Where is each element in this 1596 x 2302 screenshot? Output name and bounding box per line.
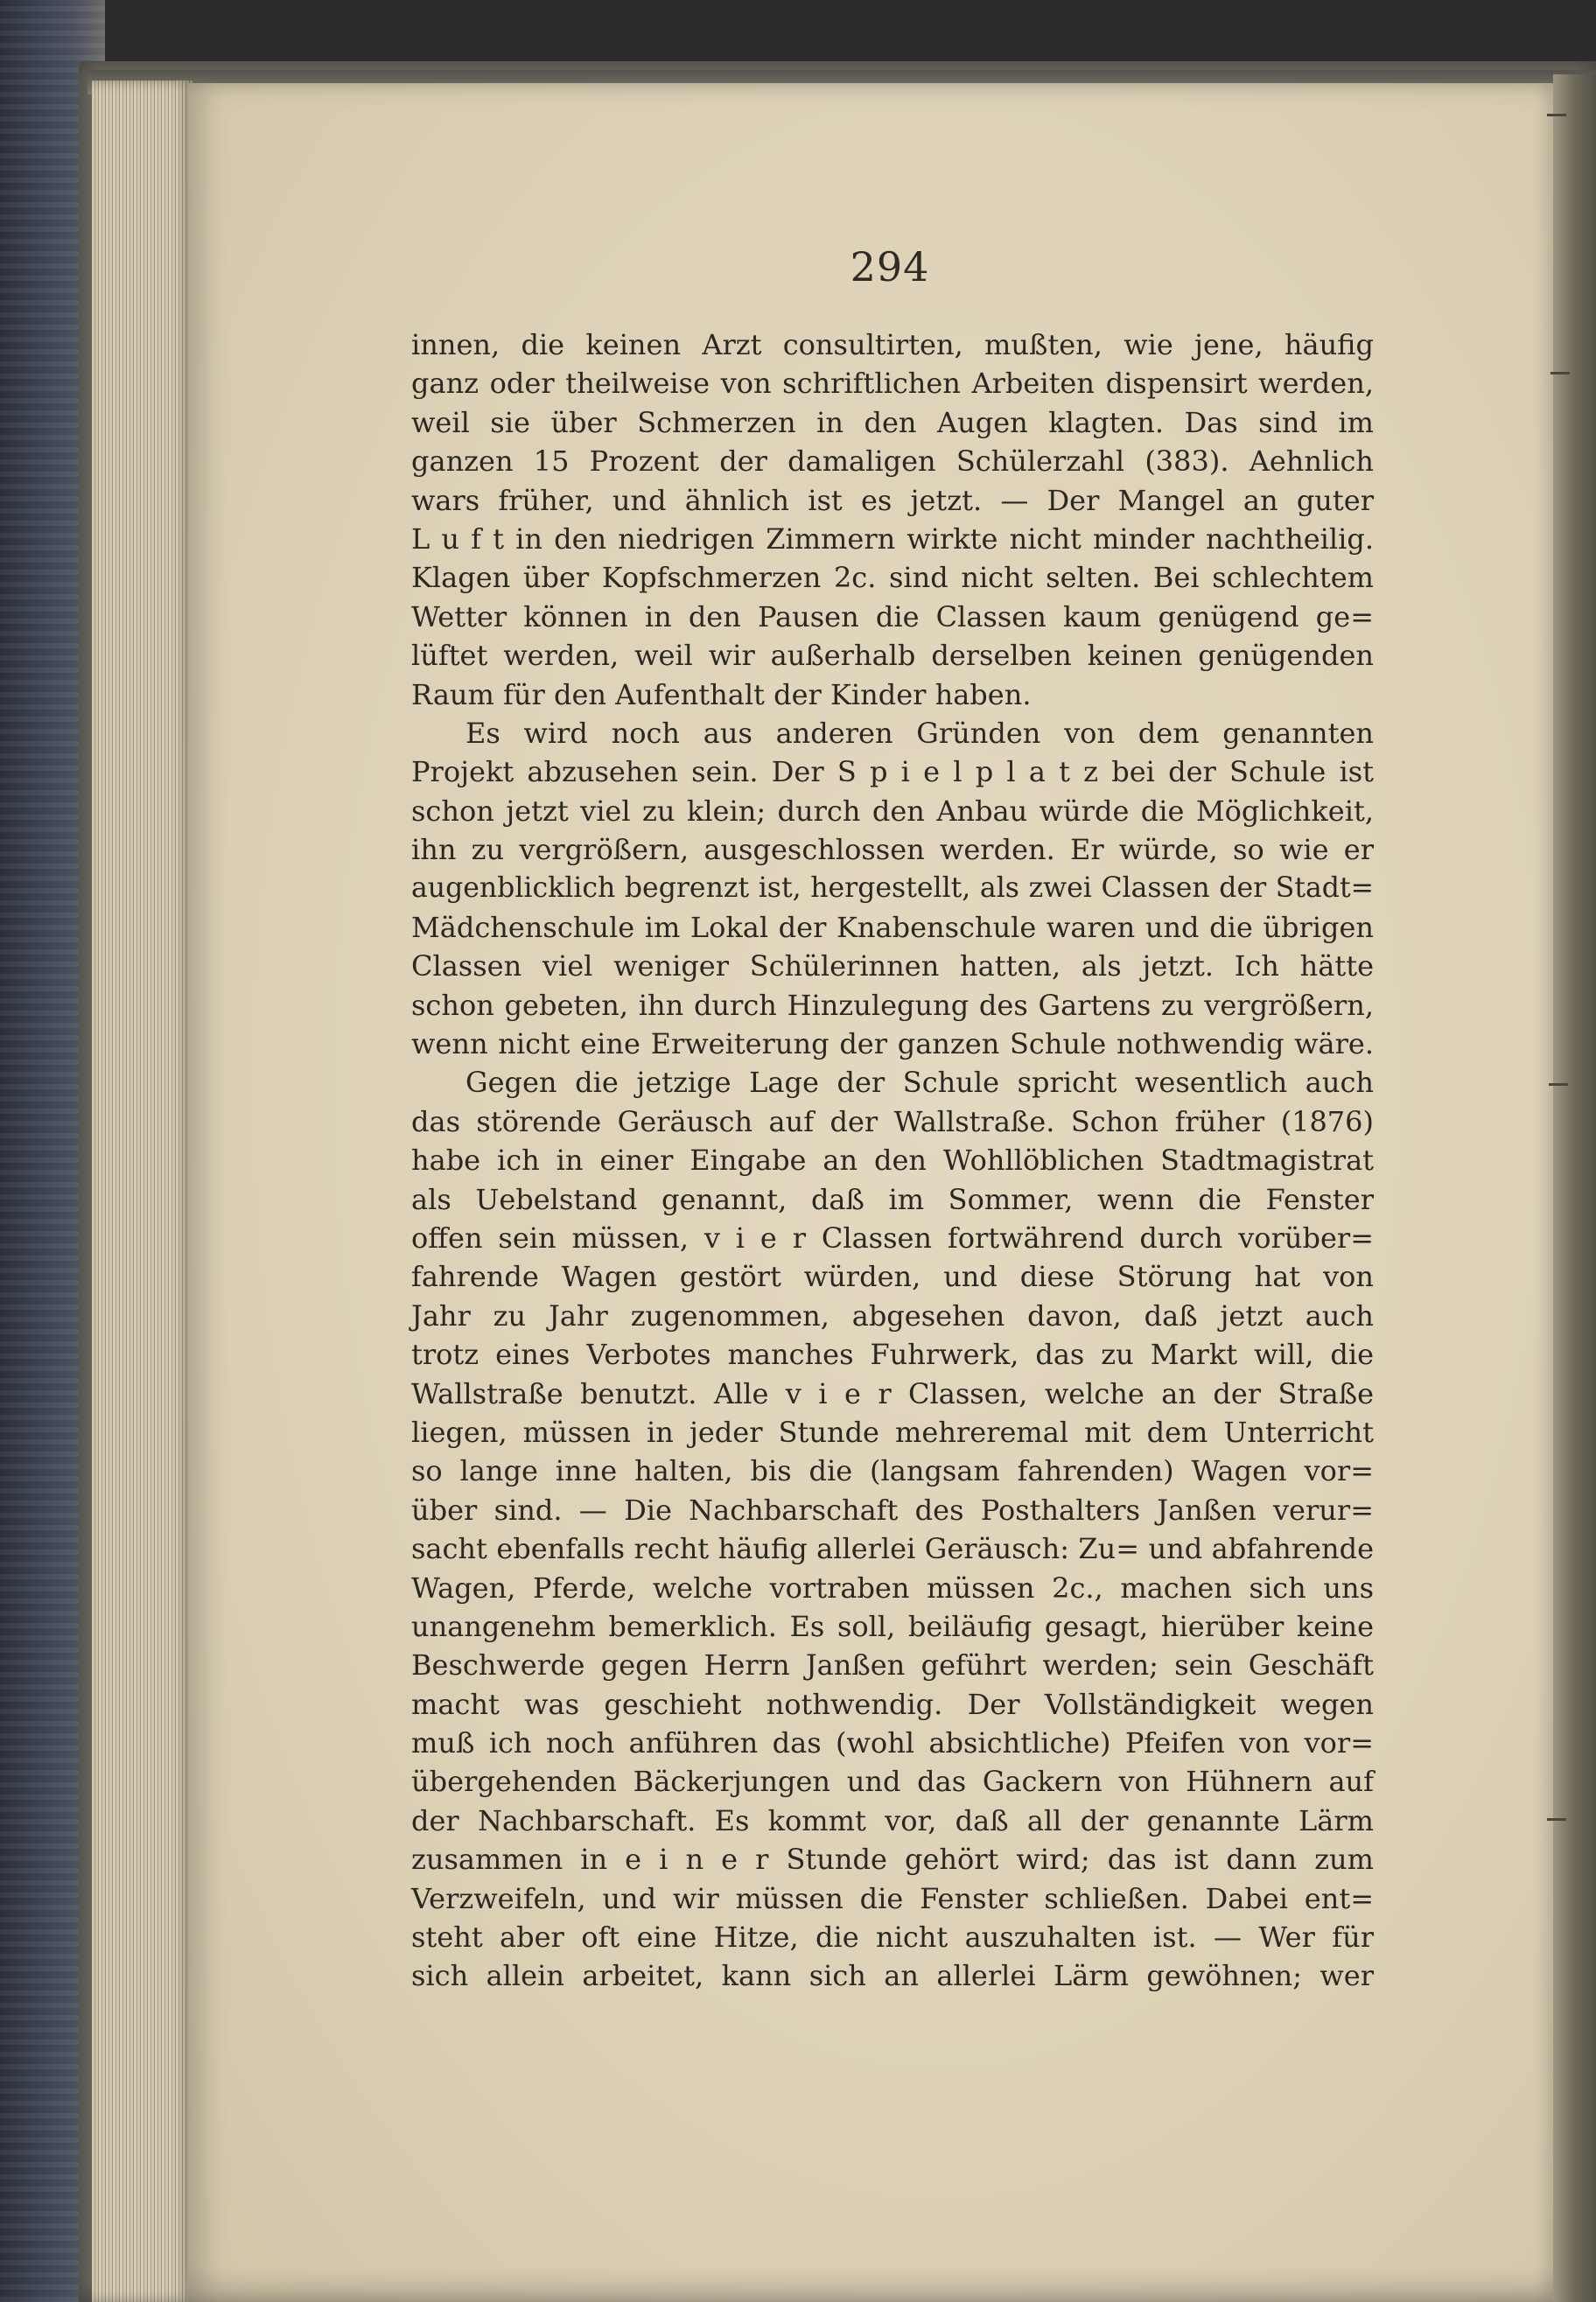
text-line: trotz eines Verbotes manches Fuhrwerk, das zu Markt will, die	[411, 1338, 1374, 1372]
text-line: fahrende Wagen gestört würden, und diese Störung hat von	[411, 1260, 1374, 1294]
text-line: habe ich in einer Eingabe an den Wohllöblichen Stadtmagistrat	[411, 1144, 1374, 1178]
text-line: übergehenden Bäckerjungen und das Gackern von Hühnern auf	[411, 1765, 1374, 1799]
text-line: lüftet werden, weil wir außerhalb derselben keinen genügenden	[411, 639, 1374, 673]
text-line: wars früher, und ähnlich ist es jetzt. — Der Mangel an guter	[411, 483, 1374, 517]
text-line: Raum für den Aufenthalt der Kinder haben.	[411, 677, 1032, 711]
text-line: über sind. — Die Nachbarschaft des Posthalters Janßen verur=	[411, 1493, 1374, 1527]
text-line: offen sein müssen, v i e r Classen fortwährend durch vorüber=	[411, 1221, 1374, 1255]
text-line: ganz oder theilweise von schriftlichen Arbeiten dispensirt werden,	[411, 367, 1374, 401]
right-page-edge	[1553, 74, 1596, 2302]
text-line: Verzweifeln, und wir müssen die Fenster schließen. Dabei ent=	[411, 1881, 1374, 1915]
text-line: Es wird noch aus anderen Gründen von dem genannten	[466, 716, 1374, 750]
body-text	[411, 325, 1374, 1996]
text-line: steht aber oft eine Hitze, die nicht auszuhalten ist. — Wer für	[411, 1921, 1374, 1955]
text-line: liegen, müssen in jeder Stunde mehreremal mit dem Unterricht	[411, 1415, 1374, 1449]
text-line: Wagen, Pferde, welche vortraben müssen 2c., machen sich uns	[411, 1571, 1374, 1605]
margin-mark	[1547, 114, 1566, 116]
text-line: Wetter können in den Pausen die Classen kaum genügend ge=	[411, 599, 1374, 633]
text-line: als Uebelstand genannt, daß im Sommer, wenn die Fenster	[411, 1182, 1374, 1216]
text-line: Classen viel weniger Schülerinnen hatten, als jetzt. Ich hätte	[411, 949, 1374, 983]
text-line: der Nachbarschaft. Es kommt vor, daß all der genannte Lärm	[411, 1803, 1374, 1837]
margin-mark	[1549, 1083, 1568, 1086]
margin-mark	[1550, 372, 1570, 374]
text-line: augenblicklich begrenzt ist, hergestellt, als zwei Classen der Stadt=	[411, 872, 1374, 905]
margin-mark	[1547, 1818, 1566, 1821]
page-bottom-shadow	[188, 2266, 1553, 2302]
text-line: Klagen über Kopfschmerzen 2c. sind nicht selten. Bei schlechtem	[411, 561, 1374, 595]
text-line: L u f t in den niedrigen Zimmern wirkte nicht minder nachtheilig.	[411, 521, 1374, 556]
text-line: Gegen die jetzige Lage der Schule spricht wesentlich auch	[466, 1066, 1374, 1100]
text-line: Wallstraße benutzt. Alle v i e r Classen, welche an der Straße	[411, 1376, 1374, 1410]
text-line: schon gebeten, ihn durch Hinzulegung des Gartens zu vergrößern,	[411, 988, 1374, 1022]
text-line: sacht ebenfalls recht häufig allerlei Geräusch: Zu= und abfahrende	[411, 1532, 1374, 1566]
page-number: 294	[850, 243, 930, 290]
text-line: macht was geschieht nothwendig. Der Vollständigkeit wegen	[411, 1687, 1374, 1721]
text-line: schon jetzt viel zu klein; durch den Anbau würde die Möglichkeit,	[411, 794, 1374, 828]
text-line: wenn nicht eine Erweiterung der ganzen Schule nothwendig wäre.	[411, 1027, 1374, 1061]
text-line: innen, die keinen Arzt consultirten, mußten, wie jene, häufig	[411, 328, 1374, 361]
text-line: sich allein arbeitet, kann sich an allerlei Lärm gewöhnen; wer	[411, 1959, 1374, 1993]
text-line: Projekt abzusehen sein. Der S p i e l p l a t z bei der Schule ist	[411, 755, 1374, 789]
page-block-edges	[92, 80, 192, 2302]
text-line: ihn zu vergrößern, ausgeschlossen werden. Er würde, so wie er	[411, 833, 1374, 867]
text-line: weil sie über Schmerzen in den Augen klagten. Das sind im	[411, 405, 1374, 439]
text-line: Mädchenschule im Lokal der Knabenschule waren und die übrigen	[411, 910, 1374, 944]
text-line: zusammen in e i n e r Stunde gehört wird; das ist dann zum	[411, 1843, 1374, 1877]
text-line: ganzen 15 Prozent der damaligen Schülerzahl (383). Aehnlich	[411, 444, 1374, 479]
text-line: muß ich noch anführen das (wohl absichtliche) Pfeifen von vor=	[411, 1726, 1374, 1760]
text-line: das störende Geräusch auf der Wallstraße. Schon früher (1876)	[411, 1104, 1374, 1138]
text-line: unangenehm bemerklich. Es soll, beiläufig gesagt, hierüber keine	[411, 1609, 1374, 1643]
text-line: Jahr zu Jahr zugenommen, abgesehen davon, daß jetzt auch	[411, 1298, 1374, 1333]
text-line: so lange inne halten, bis die (langsam fahrenden) Wagen vor=	[411, 1454, 1374, 1488]
text-line: Beschwerde gegen Herrn Janßen geführt werden; sein Geschäft	[411, 1648, 1374, 1683]
